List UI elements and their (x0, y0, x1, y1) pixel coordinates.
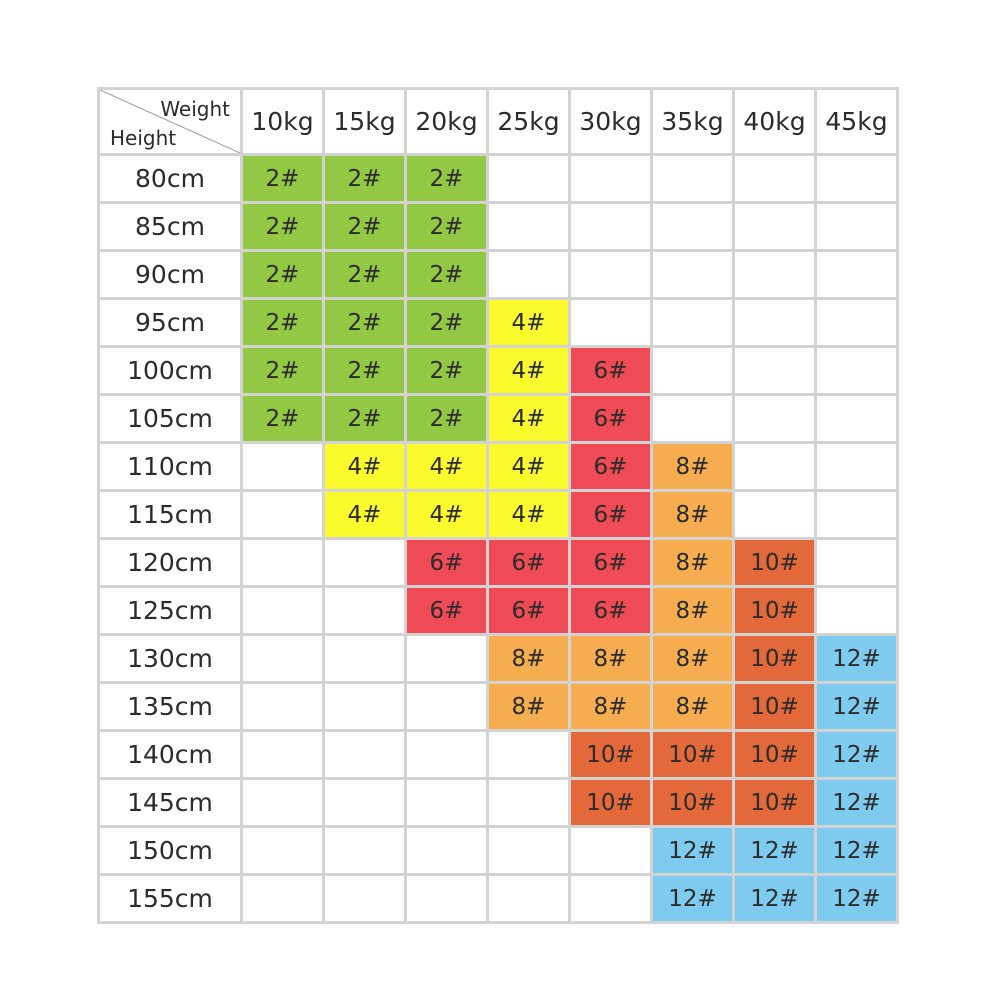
empty-cell (325, 732, 404, 777)
empty-cell (325, 684, 404, 729)
size-cell: 12# (817, 780, 896, 825)
table-row (100, 780, 896, 825)
size-cell: 12# (735, 876, 814, 921)
empty-cell (243, 492, 322, 537)
height-row-header: 90cm (100, 252, 240, 297)
table-row (100, 396, 896, 441)
height-row-header: 125cm (100, 588, 240, 633)
empty-cell (817, 396, 896, 441)
height-row-header: 150cm (100, 828, 240, 873)
size-cell: 8# (653, 684, 732, 729)
size-cell: 2# (407, 300, 486, 345)
size-cell: 8# (571, 684, 650, 729)
weight-column-header: 35kg (653, 90, 732, 153)
size-cell: 4# (489, 444, 568, 489)
size-cell: 8# (653, 540, 732, 585)
size-cell: 6# (571, 444, 650, 489)
empty-cell (571, 828, 650, 873)
height-row-header: 80cm (100, 156, 240, 201)
height-row-header: 140cm (100, 732, 240, 777)
size-cell: 8# (489, 636, 568, 681)
height-row-header: 120cm (100, 540, 240, 585)
empty-cell (243, 636, 322, 681)
empty-cell (243, 876, 322, 921)
table-row (100, 540, 896, 585)
weight-column-header: 10kg (243, 90, 322, 153)
empty-cell (735, 348, 814, 393)
empty-cell (407, 780, 486, 825)
table-row (100, 636, 896, 681)
empty-cell (817, 588, 896, 633)
height-axis-label: Height (110, 126, 177, 150)
empty-cell (489, 204, 568, 249)
empty-cell (243, 684, 322, 729)
empty-cell (325, 540, 404, 585)
size-cell: 2# (325, 300, 404, 345)
empty-cell (489, 780, 568, 825)
empty-cell (735, 156, 814, 201)
empty-cell (243, 540, 322, 585)
size-cell: 6# (571, 588, 650, 633)
empty-cell (817, 252, 896, 297)
weight-column-header: 30kg (571, 90, 650, 153)
empty-cell (571, 204, 650, 249)
height-row-header: 110cm (100, 444, 240, 489)
size-cell: 8# (653, 444, 732, 489)
height-row-header: 100cm (100, 348, 240, 393)
size-cell: 2# (243, 348, 322, 393)
size-cell: 10# (571, 732, 650, 777)
empty-cell (407, 828, 486, 873)
size-cell: 10# (735, 684, 814, 729)
size-cell: 2# (325, 396, 404, 441)
empty-cell (489, 156, 568, 201)
weight-axis-label: Weight (160, 97, 230, 121)
height-row-header: 130cm (100, 636, 240, 681)
table-row (100, 492, 896, 537)
size-cell: 4# (489, 348, 568, 393)
empty-cell (571, 876, 650, 921)
size-cell: 8# (489, 684, 568, 729)
height-row-header: 145cm (100, 780, 240, 825)
size-cell: 6# (571, 348, 650, 393)
size-cell: 8# (653, 588, 732, 633)
empty-cell (243, 588, 322, 633)
size-cell: 2# (325, 156, 404, 201)
empty-cell (407, 732, 486, 777)
size-chart-table (97, 87, 899, 924)
size-cell: 4# (325, 492, 404, 537)
size-cell: 10# (735, 540, 814, 585)
weight-column-header: 25kg (489, 90, 568, 153)
table-row (100, 828, 896, 873)
empty-cell (243, 828, 322, 873)
size-cell: 6# (571, 492, 650, 537)
size-cell: 10# (735, 588, 814, 633)
size-cell: 6# (571, 540, 650, 585)
weight-column-header: 20kg (407, 90, 486, 153)
empty-cell (489, 828, 568, 873)
empty-cell (407, 876, 486, 921)
empty-cell (243, 732, 322, 777)
empty-cell (653, 252, 732, 297)
size-cell: 12# (817, 876, 896, 921)
empty-cell (407, 636, 486, 681)
size-cell: 2# (407, 348, 486, 393)
empty-cell (817, 348, 896, 393)
empty-cell (653, 204, 732, 249)
empty-cell (325, 636, 404, 681)
size-cell: 2# (243, 396, 322, 441)
table-row (100, 252, 896, 297)
table-row (100, 156, 896, 201)
height-row-header: 155cm (100, 876, 240, 921)
size-cell: 12# (653, 876, 732, 921)
size-cell: 8# (653, 636, 732, 681)
table-row (100, 300, 896, 345)
empty-cell (735, 300, 814, 345)
size-cell: 2# (325, 348, 404, 393)
size-cell: 4# (325, 444, 404, 489)
empty-cell (653, 156, 732, 201)
empty-cell (817, 492, 896, 537)
empty-cell (735, 252, 814, 297)
corner-header-cell (100, 90, 240, 153)
empty-cell (653, 396, 732, 441)
size-cell: 6# (407, 588, 486, 633)
empty-cell (489, 252, 568, 297)
empty-cell (571, 156, 650, 201)
table-row (100, 732, 896, 777)
table-row (100, 684, 896, 729)
empty-cell (325, 876, 404, 921)
table-row (100, 348, 896, 393)
size-cell: 12# (817, 684, 896, 729)
header-row (100, 90, 896, 153)
size-cell: 10# (735, 780, 814, 825)
weight-column-header: 40kg (735, 90, 814, 153)
height-row-header: 95cm (100, 300, 240, 345)
empty-cell (325, 780, 404, 825)
empty-cell (653, 300, 732, 345)
size-cell: 2# (243, 204, 322, 249)
size-cell: 10# (735, 636, 814, 681)
size-cell: 4# (489, 492, 568, 537)
size-cell: 2# (243, 156, 322, 201)
size-cell: 6# (489, 540, 568, 585)
empty-cell (243, 444, 322, 489)
size-cell: 4# (407, 492, 486, 537)
empty-cell (489, 876, 568, 921)
empty-cell (817, 444, 896, 489)
size-cell: 12# (817, 828, 896, 873)
empty-cell (571, 300, 650, 345)
size-cell: 4# (407, 444, 486, 489)
size-cell: 2# (407, 252, 486, 297)
chart-body (100, 156, 896, 921)
size-cell: 12# (653, 828, 732, 873)
size-cell: 12# (817, 732, 896, 777)
empty-cell (243, 780, 322, 825)
empty-cell (817, 204, 896, 249)
size-cell: 6# (407, 540, 486, 585)
size-cell: 10# (571, 780, 650, 825)
size-cell: 2# (407, 156, 486, 201)
size-cell: 10# (653, 780, 732, 825)
size-cell: 2# (407, 204, 486, 249)
size-cell: 4# (489, 396, 568, 441)
height-row-header: 115cm (100, 492, 240, 537)
table-row (100, 444, 896, 489)
empty-cell (735, 204, 814, 249)
size-cell: 8# (571, 636, 650, 681)
table-row (100, 204, 896, 249)
height-row-header: 85cm (100, 204, 240, 249)
weight-column-header: 15kg (325, 90, 404, 153)
height-row-header: 135cm (100, 684, 240, 729)
size-cell: 10# (653, 732, 732, 777)
empty-cell (735, 396, 814, 441)
empty-cell (817, 300, 896, 345)
size-cell: 2# (325, 204, 404, 249)
size-cell: 6# (489, 588, 568, 633)
weight-column-header: 45kg (817, 90, 896, 153)
size-cell: 6# (571, 396, 650, 441)
size-cell: 12# (817, 636, 896, 681)
height-row-header: 105cm (100, 396, 240, 441)
size-cell: 2# (243, 252, 322, 297)
size-cell: 2# (407, 396, 486, 441)
size-cell: 2# (243, 300, 322, 345)
empty-cell (571, 252, 650, 297)
empty-cell (325, 828, 404, 873)
empty-cell (735, 444, 814, 489)
size-cell: 10# (735, 732, 814, 777)
empty-cell (735, 492, 814, 537)
empty-cell (653, 348, 732, 393)
size-cell: 4# (489, 300, 568, 345)
size-cell: 2# (325, 252, 404, 297)
empty-cell (817, 540, 896, 585)
size-cell: 8# (653, 492, 732, 537)
size-cell: 12# (735, 828, 814, 873)
empty-cell (489, 732, 568, 777)
empty-cell (407, 684, 486, 729)
empty-cell (325, 588, 404, 633)
empty-cell (817, 156, 896, 201)
table-row (100, 876, 896, 921)
table-row (100, 588, 896, 633)
